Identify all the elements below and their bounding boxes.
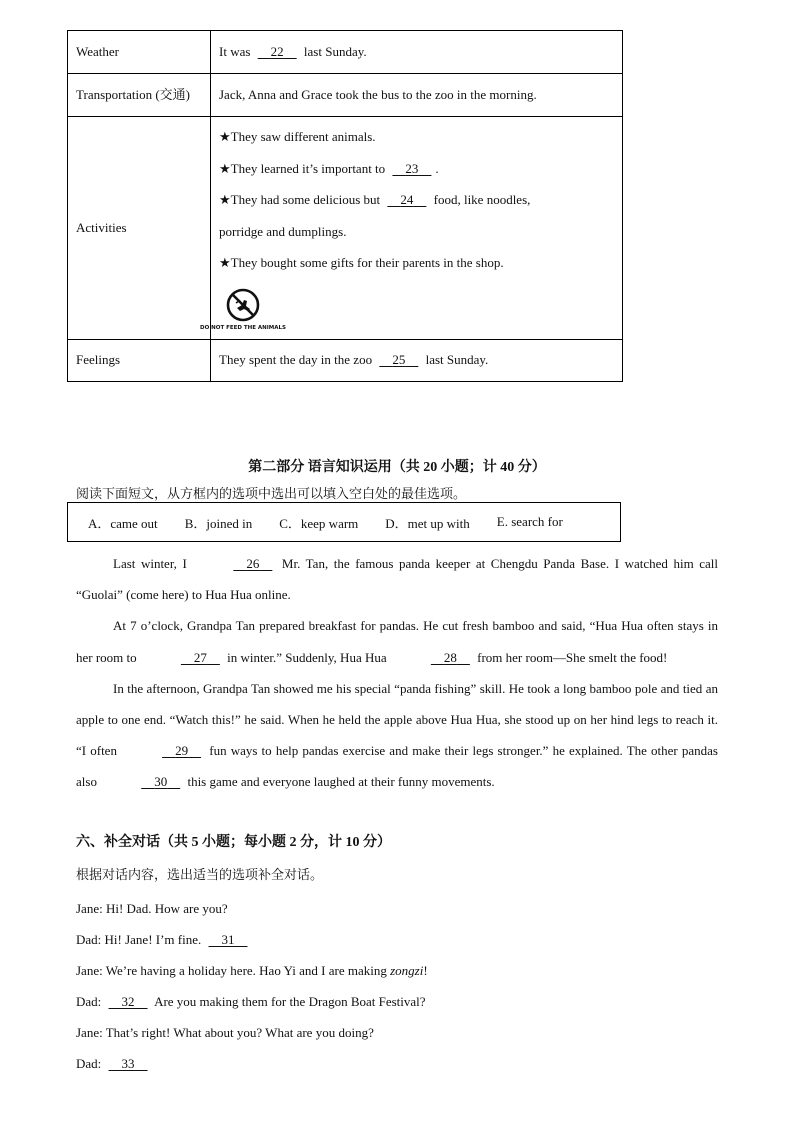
activity-line: ★They had some delicious but 24 food, like noodles, <box>219 189 614 221</box>
blank-26[interactable]: 26 <box>246 556 260 571</box>
dialog-line: Jane: Hi! Dad. How are you? <box>76 901 228 916</box>
option-e: E. search for <box>496 514 563 529</box>
row-label: Weather <box>68 31 211 74</box>
blank-24[interactable]: 24 <box>400 192 414 207</box>
blank-33[interactable]: 33 <box>121 1056 135 1071</box>
dialog <box>76 893 428 1079</box>
row-content: It was 22 last Sunday. <box>211 31 623 74</box>
instruction: 阅读下面短文，从方框内的选项中选出可以填入空白处的最佳选项。 <box>76 486 467 501</box>
activity-line: porridge and dumplings. <box>219 223 347 239</box>
activity-line: ★They saw different animals. <box>219 129 376 144</box>
activity-line: ★They bought some gifts for their parents in the shop. <box>219 255 504 270</box>
activities-cell <box>200 117 623 340</box>
section-title: 六、补全对话（共 5 小题；每小题 2 分，计 10 分） <box>76 835 391 850</box>
instruction: 根据对话内容，选出适当的选项补全对话。 <box>76 867 324 882</box>
blank-27[interactable]: 27 <box>193 649 207 665</box>
paragraph: In the afternoon, Grandpa Tan showed me his special “panda fishing” skill. He took a long bamboo pole and tied an apple to one end. “Watch this!” he said. When he held the apple above Hua Hua, she stood up on her hind legs to reach it. “I often 29 fun ways to help pandas exercise and make their legs stronger.” he explained. The other pandas also 30 this game and everyone laughed at their funny movements. <box>76 673 718 798</box>
blank-32[interactable]: 32 <box>121 994 135 1009</box>
blank-22[interactable]: 22 <box>270 44 284 60</box>
section-title: 第二部分 语言知识运用（共 20 小题；计 40 分） <box>248 460 546 475</box>
option-b: B．joined in <box>184 515 253 531</box>
option-a: A．came out <box>88 515 158 531</box>
blank-25[interactable]: 25 <box>392 352 406 368</box>
sign-text: DO NOT FEED THE ANIMALS <box>200 324 286 331</box>
blank-29[interactable]: 29 <box>175 743 189 759</box>
option-d: D．met up with <box>385 515 470 531</box>
blank-31[interactable]: 31 <box>221 932 235 947</box>
blank-23[interactable]: 23 <box>405 160 419 176</box>
dialog-line: Dad: 33 <box>76 1048 428 1079</box>
row-label: Feelings <box>68 339 211 381</box>
table-row <box>68 74 623 117</box>
options-box <box>67 502 621 542</box>
info-table <box>67 30 623 382</box>
blank-28[interactable]: 28 <box>443 649 457 665</box>
passage <box>76 548 718 798</box>
paragraph: Last winter, I 26 Mr. Tan, the famous panda keeper at Chengdu Panda Base. I watched him call “Guolai” (come here) to Hua Hua online. <box>76 548 718 610</box>
table-row <box>68 31 623 74</box>
paragraph: At 7 o’clock, Grandpa Tan prepared breakfast for pandas. He cut fresh bamboo and said, “Hua Hua often stays in her room to 27 in winter.” Suddenly, Hua Hua 28 from her room—She smelt the food! <box>76 610 718 672</box>
table-row <box>68 117 623 340</box>
row-content: Jack, Anna and Grace took the bus to the zoo in the morning. <box>211 74 623 117</box>
row-label: Transportation (交通) <box>68 74 211 117</box>
row-label: Activities <box>68 117 211 340</box>
dialog-line: Jane: We’re having a holiday here. Hao Yi and I are making zongzi! <box>76 963 428 978</box>
option-c: C．keep warm <box>279 515 359 531</box>
blank-30[interactable]: 30 <box>154 774 168 790</box>
no-feed-icon <box>226 288 260 322</box>
row-content: They spent the day in the zoo 25 last Sunday. <box>211 339 623 381</box>
activity-line: ★They learned it’s important to 23 . <box>219 158 614 190</box>
dialog-line: Dad: 32 Are you making them for the Dragon Boat Festival? <box>76 986 428 1017</box>
no-feeding-sign <box>200 288 286 331</box>
dialog-line: Jane: That’s right! What about you? What are you doing? <box>76 1025 374 1040</box>
dialog-line: Dad: Hi! Jane! I’m fine. 31 <box>76 924 428 955</box>
table-row <box>68 339 623 381</box>
